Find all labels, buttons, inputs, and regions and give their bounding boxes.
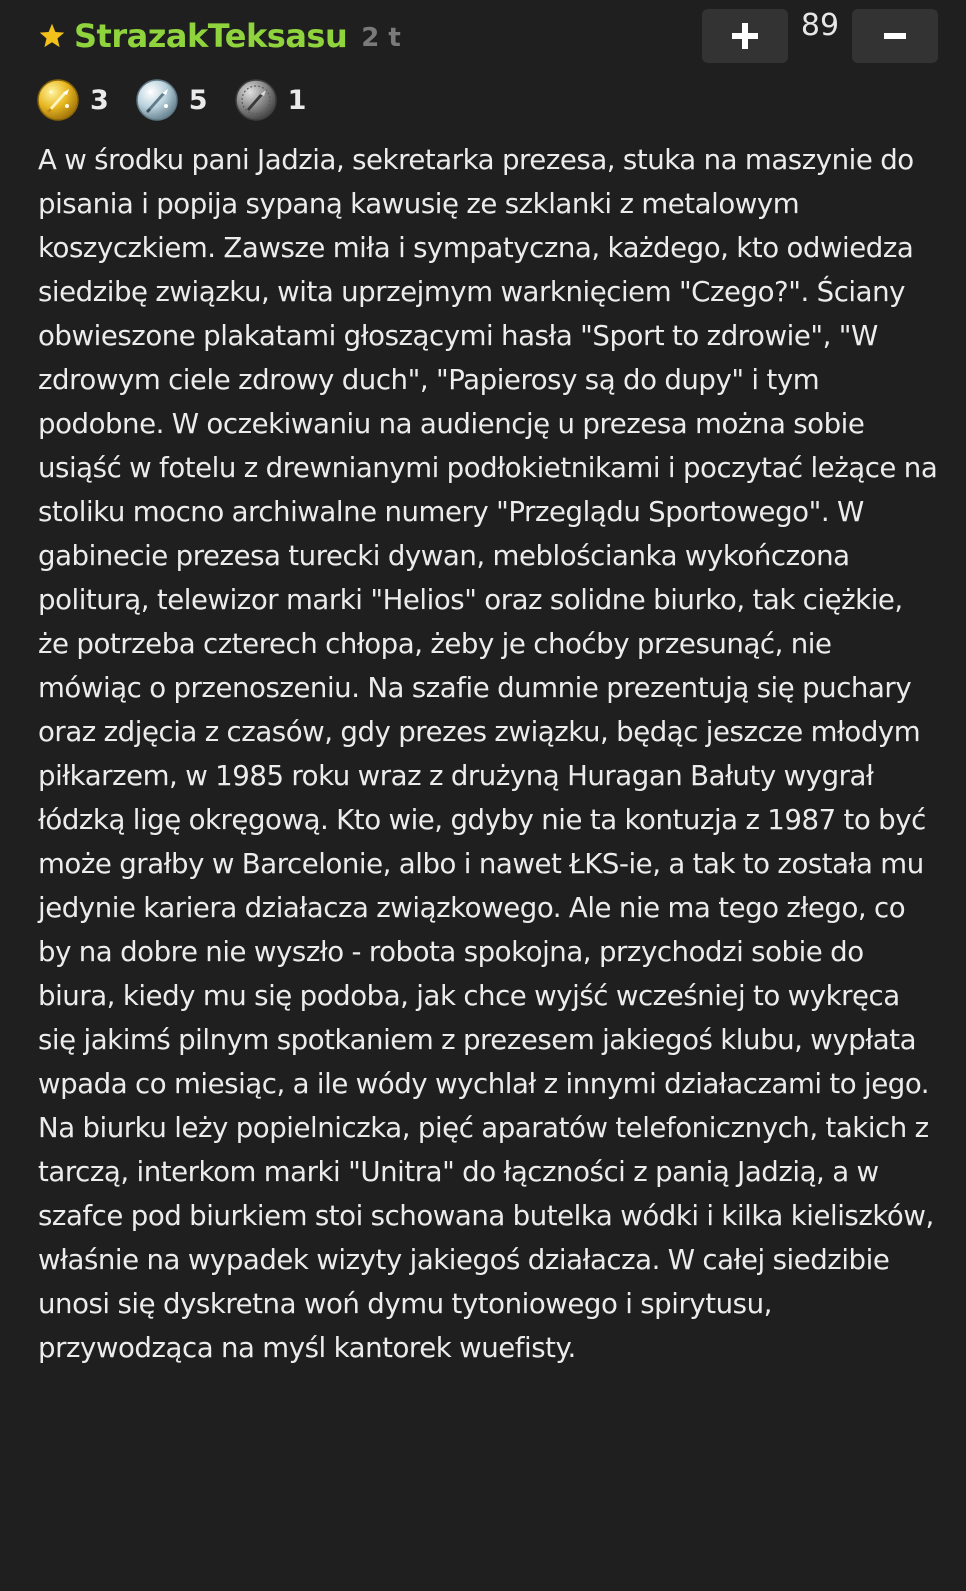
time-ago: 2 t (361, 23, 401, 53)
badge-gold[interactable] (36, 78, 109, 122)
minus-icon (882, 21, 908, 51)
downvote-button[interactable] (852, 9, 938, 63)
silver-rocket-badge-icon (135, 78, 179, 122)
badges-row (36, 78, 332, 122)
vote-controls (702, 9, 938, 63)
upvote-button[interactable] (702, 9, 788, 63)
badge-silver-count: 5 (188, 84, 208, 116)
comment-header (38, 14, 401, 58)
badge-gold-count: 3 (90, 84, 109, 116)
comment-body: A w środku pani Jadzia, sekretarka prezesa, stuka na maszynie do pisania i popija sypaną kawusię ze szklanki z metalowym koszyczkiem. Zawsze miła i sympatyczna, każdego, kto odwiedza siedzibę związku, wita uprzejmym warknięciem "Czego?". Ściany obwieszone plakatami głoszącymi hasła "Sport to zdrowie", "W zdrowym ciele zdrowy duch", "Papierosy są do dupy" i tym podobne. W oczekiwaniu na audiencję u prezesa można sobie usiąść w fotelu z drewnianymi podłokietnikami i poczytać leżące na stoliku mocno archiwalne numery "Przeglądu Sportowego". W gabinecie prezesa turecki dywan, meblościanka wykończona politurą, telewizor marki "Helios" oraz solidne biurko, tak ciężkie, że potrzeba czterech chłopa, żeby je choćby przesunąć, nie mówiąc o przenoszeniu. Na szafie dumnie prezentują się puchary oraz zdjęcia z czasów, gdy prezes związku, będąc jeszcze młodym piłkarzem, w 1985 roku wraz z drużyną Huragan Bałuty wygrał łódzką ligę okręgową. Kto wie, gdyby nie ta kontuzja z 1987 to być może grałby w Barcelonie, albo i nawet ŁKS-ie, a tak to została mu jedynie kariera działacza związkowego. Ale nie ma tego złego, co by na dobre nie wyszło - robota spokojna, przychodzi sobie do biura, kiedy mu się podoba, jak chce wyjść wcześniej to wykręca się jakimś pilnym spotkaniem z prezesem jakiegoś klubu, wypłata wpada co miesiąc, a ile wódy wychlał z innymi działaczami to jego. Na biurku leży popielniczka, pięć aparatów telefonicznych, takich z tarczą, interkom marki "Unitra" do łączności z panią Jadzią, a w szafce pod biurkiem stoi schowana butelka wódki i kilka kieliszków, właśnie na wypadek wizyty jakiegoś działacza. W całej siedzibie unosi się dyskretna woń dymu tytoniowego i spirytusu, przywodząca na myśl kantorek wuefisty. (38, 143, 938, 1364)
badge-bronze[interactable] (234, 78, 307, 122)
author-username[interactable]: StrazakTeksasu (74, 17, 348, 55)
badge-silver[interactable] (135, 78, 208, 122)
gold-rocket-badge-icon (36, 78, 80, 122)
star-icon (38, 22, 66, 50)
score-value: 89 (800, 7, 840, 43)
bronze-rocket-badge-icon (234, 78, 278, 122)
plus-icon (730, 21, 760, 51)
badge-bronze-count: 1 (287, 84, 307, 116)
